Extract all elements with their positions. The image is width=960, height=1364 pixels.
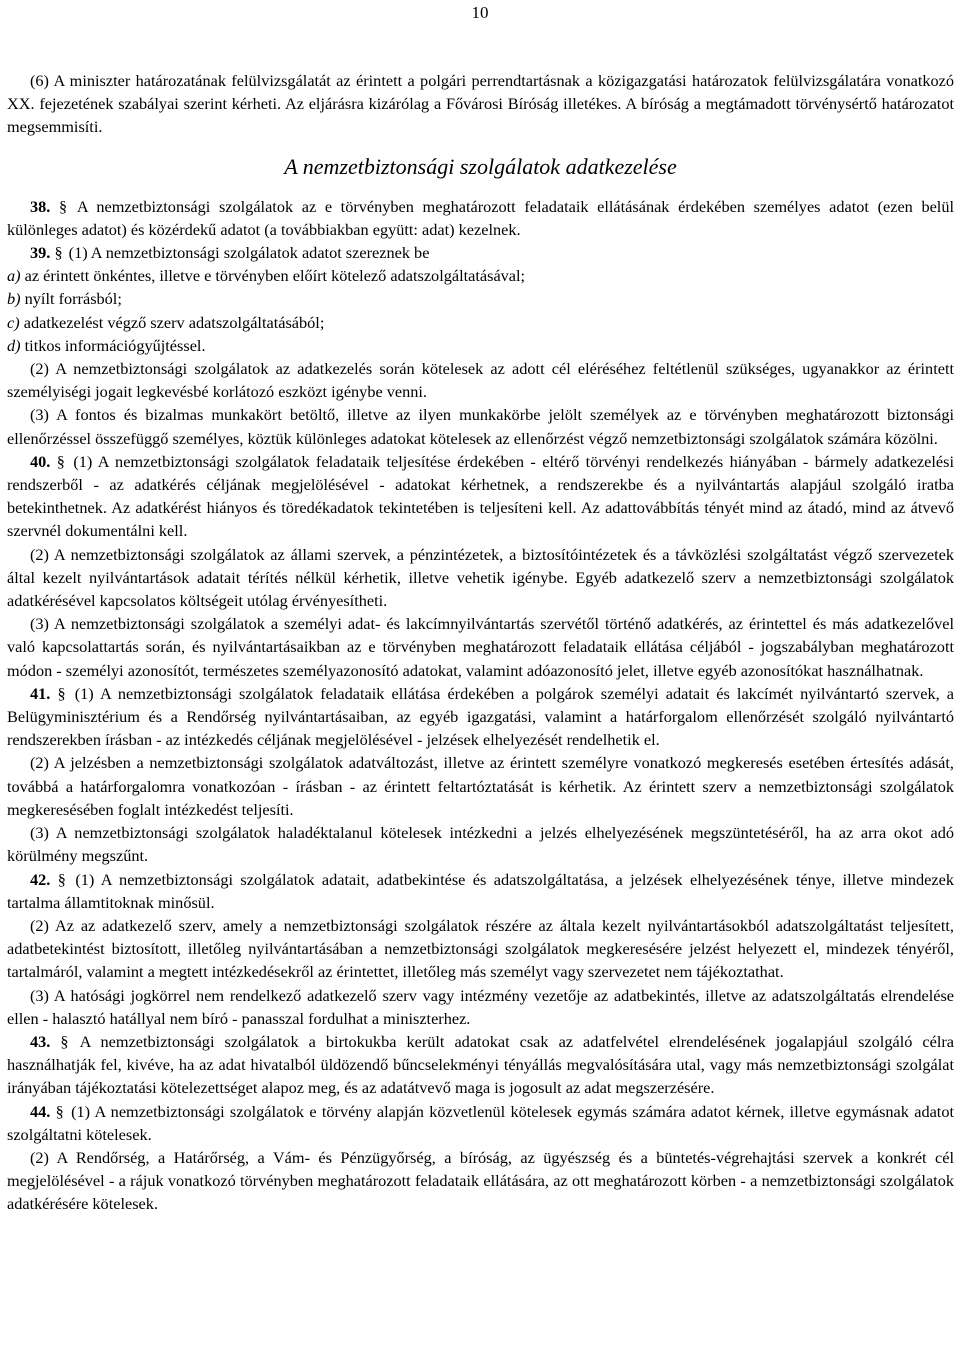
section-41-para-1 [7, 682, 954, 752]
section-sign-40: § [56, 451, 65, 471]
section-40-para-3: (3) A nemzetbiztonsági szolgálatok a személyi adat- és lakcímnyilvántartás szervétől történő adatkérés, az érintettel és más adatkezelővel való kapcsolattartás során, és nyilvántartásaikban az e törvényben meghatározott feladataik ellátása céljából - jogszabályban meghatározott módon - személyi azonosítót, természetes személyazonosító adatokat, valamint adóazonosító jelet, illetve egyéb azonosítókat használhatnak. [7, 614, 954, 680]
list-item-d [7, 334, 954, 357]
list-text-a: az érintett önkéntes, illetve e törvényben előírt kötelező adatszolgáltatásával; [24, 266, 526, 286]
section-sign-41: § [57, 683, 66, 703]
section-43-text: A nemzetbiztonsági szolgálatok a birtokukba került adatokat csak az adatfelvétel elrendelésének jogalapjául szolgáló célra használhatják fel, kivéve, ha az adat hivatalból üldözendő bűncselekményi tényállás megvalósítására utal, vagy más nemzetbiztonsági szolgálat irányában tájékoztatási kötelezettséget alapoz meg, és az adatátvevő maga is jogosult az adat megszerzésére. [7, 1031, 954, 1098]
section-39-para-3: (3) A fontos és bizalmas munkakört betöltő, illetve az ilyen munkakörbe jelölt személyek az e törvényben meghatározott biztonsági ellenőrzéssel összefüggő személyes, köztük különleges adatokat kötelesek az ellenőrzést végző nemzetbiztonsági szolgálatok számára közölni. [7, 405, 954, 448]
section-number-42: 42. [30, 869, 51, 889]
list-label-d: d) [7, 335, 21, 355]
section-42-para-3: (3) A hatósági jogkörrel nem rendelkező adatkezelő szerv vagy intézmény vezetője az adatbekintés, illetve az adatszolgáltatás elrendelése ellen - halasztó hatállyal nem bíró - panasszal fordulhat a miniszterhez. [7, 985, 954, 1028]
section-heading: A nemzetbiztonsági szolgálatok adatkezelése [284, 153, 677, 179]
section-39-para-1 [7, 241, 954, 264]
section-number-40: 40. [30, 451, 51, 471]
section-sign-43: § [60, 1031, 69, 1051]
list-label-b: b) [7, 289, 21, 309]
list-text-d: titkos információgyűjtéssel. [24, 335, 206, 355]
section-sign-39: § [54, 243, 63, 263]
section-39-para-2: (2) A nemzetbiztonsági szolgálatok az adatkezelés során kötelesek az adott cél eléréséhez feltétlenül szükséges, ugyanakkor az érintett személyiségi jogait legkevésbé korlátozó eszközt igénybe venni. [7, 359, 954, 402]
section-number-44: 44. [30, 1101, 51, 1121]
section-38-text: A nemzetbiztonsági szolgálatok az e törvényben meghatározott feladataik ellátásának érdekében személyes adatot (ezen belül különleges adatot) és közérdekű adatot (a továbbiakban együtt: adat) kezelnek. [7, 196, 954, 239]
section-38 [7, 195, 954, 241]
section-sign-42: § [57, 869, 66, 889]
section-number-43: 43. [30, 1031, 51, 1051]
document-body [7, 69, 954, 1216]
list-item-b [7, 287, 954, 310]
list-item-a [7, 264, 954, 287]
section-sign-44: § [55, 1101, 64, 1121]
section-number-38: 38. [30, 196, 51, 216]
list-label-a: a) [7, 266, 21, 286]
list-text-c: adatkezelést végző szerv adatszolgáltatásából; [23, 312, 325, 332]
section-40-para-2: (2) A nemzetbiztonsági szolgálatok az állami szervek, a pénzintézetek, a biztosítóintézetek és a távközlési szolgáltatást végző szervezetek által kezelt nyilvántartások adatait térítés nélkül kérhetik, illetve vehetik igénybe. Egyéb adatkezelő szerv a nemzetbiztonsági szolgálatok adatkérésével kapcsolatos költségeit utólag érvényesítheti. [7, 544, 954, 611]
section-40-p1-text: (1) A nemzetbiztonsági szolgálatok feladataik teljesítése érdekében - eltérő törvényi rendelkezés hiányában - bármely adatkezelési rendszerből - az adatkérés céljának megjelölésével - adatokat kérhetnek, a rendszerekbe és a nyilvántartás alapjául szolgáló iratba betekinthetnek. Az adatkérést hiányos és töredékadatok tekintetében is teljesíteni kell. Az adattovábbítás tényét mind az átadó, mind az átvevő szervnél dokumentálni kell. [7, 451, 954, 541]
list-item-c [7, 311, 954, 334]
list-text-b: nyílt forrásból; [24, 289, 122, 309]
section-40-para-1 [7, 450, 954, 543]
page-number: 10 [471, 3, 489, 22]
list-label-c: c) [7, 312, 20, 332]
section-39-p1-text: (1) A nemzetbiztonsági szolgálatok adatot szereznek be [68, 243, 430, 263]
section-41-para-3: (3) A nemzetbiztonsági szolgálatok haladéktalanul kötelesek intézkedni a jelzés elhelyezésének megszüntetéséről, ha az arra okot adó körülmény megszűnt. [7, 823, 954, 866]
section-41-para-2: (2) A jelzésben a nemzetbiztonsági szolgálatok adatváltozást, illetve az érintett személyre vonatkozó megkeresés esetében értesítés adását, továbbá a határforgalomra vonatkozóan - írásban - az érintett feltartóztatását is kérhetik. Az érintett szerv a nemzetbiztonsági szolgálatok megkeresésében foglalt intézkedést teljesíti. [7, 753, 954, 819]
paragraph-37-6: (6) A miniszter határozatának felülvizsgálatát az érintett a polgári perrendtartásnak a közigazgatási határozatok felülvizsgálatára vonatkozó XX. fejezetének szabályai szerint kérheti. Az eljárásra kizárólag a Fővárosi Bíróság illetékes. A bíróság a megtámadott törvénysértő határozatot megsemmisíti. [7, 71, 954, 137]
section-44-p1-text: (1) A nemzetbiztonsági szolgálatok e törvény alapján közvetlenül kötelesek egymás számára adatot kérnek, illetve egymásnak adatot szolgáltatni kötelesek. [7, 1101, 954, 1144]
section-number-39: 39. [30, 243, 51, 263]
section-43 [7, 1030, 954, 1100]
section-number-41: 41. [30, 683, 51, 703]
section-sign-38: § [59, 196, 68, 216]
section-42-para-1 [7, 868, 954, 914]
section-44-para-2: (2) A Rendőrség, a Határőrség, a Vám- és Pénzügyőrség, a bíróság, az ügyészség és a büntetés-végrehajtási szervek a konkrét cél megjelölésével - a rájuk vonatkozó törvényben meghatározott feladataik ellátására, az ott meghatározott körben - a nemzetbiztonsági szolgálatok adatkérésére kötelesek. [7, 1147, 954, 1214]
section-41-p1-text: (1) A nemzetbiztonsági szolgálatok feladataik ellátása érdekében a polgárok személyi adatait és lakcímét nyilvántartó szervek, a Belügyminisztérium és a Rendőrség nyilvántartásaiban, az egyéb igazgatási, valamint a határforgalom ellenőrzését szolgáló nyilvántartó rendszerekben írásban - az intézkedés céljának megjelölésével - jelzések elhelyezését rendelhetik el. [7, 683, 955, 750]
section-42-para-2: (2) Az az adatkezelő szerv, amely a nemzetbiztonsági szolgálatok részére az általa kezelt nyilvántartásokból adatszolgáltatást teljesített, adatbetekintést biztosított, illetőleg nyilvántartásában a nemzetbiztonsági szolgálatok megkeresésére jelzést helyezett el, mindezek tényéről, tartalmáról, valamint a megtett intézkedésekről az érintettet, illetőleg más személyt vagy szervezetet nem tájékoztathat. [7, 915, 954, 982]
section-44-para-1 [7, 1100, 954, 1146]
section-42-p1-text: (1) A nemzetbiztonsági szolgálatok adatait, adatbekintése és adatszolgáltatása, a jelzések elhelyezésének ténye, illetve mindezek tartalma államtitoknak minősül. [7, 869, 954, 912]
